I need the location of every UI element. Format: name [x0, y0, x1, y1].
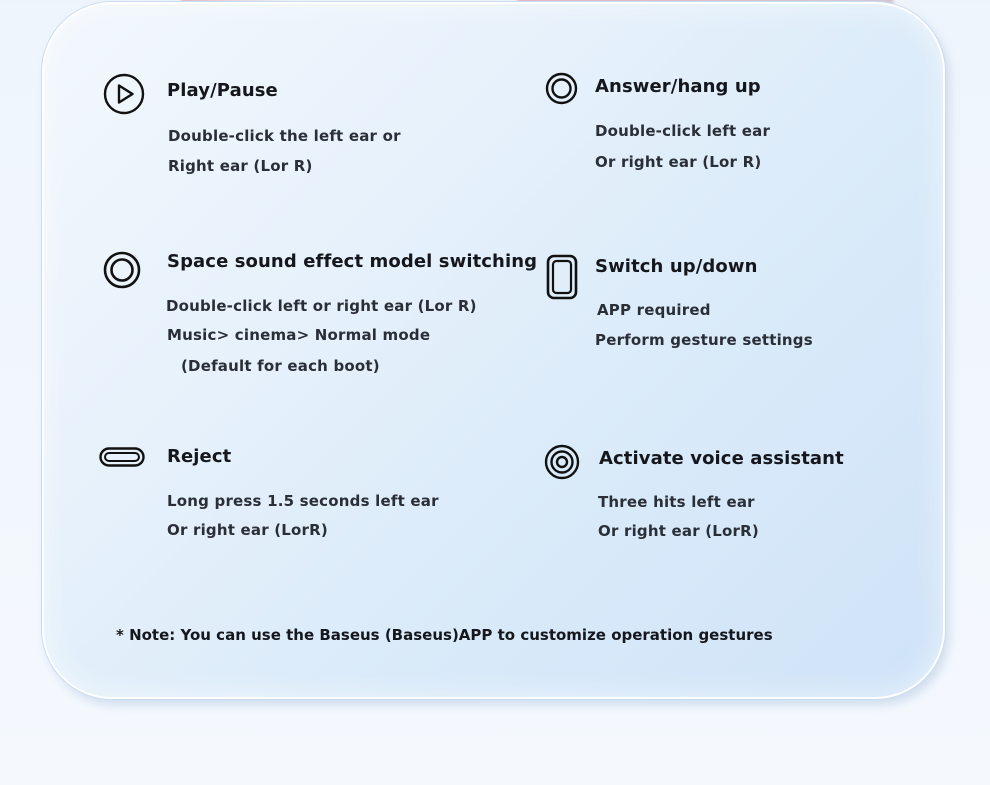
- gesture-guide-panel: [42, 2, 945, 699]
- feature-description-line: Double-click left or right ear (Lor R): [166, 297, 477, 315]
- double-ring-icon: [103, 251, 141, 289]
- feature-title: Activate voice assistant: [599, 448, 844, 469]
- feature-description-line: Perform gesture settings: [595, 331, 813, 349]
- feature-description-line: Double-click the left ear or: [168, 127, 401, 145]
- feature-description-line: Music> cinema> Normal mode: [167, 326, 431, 344]
- ring-button-icon: [545, 72, 578, 105]
- feature-description-line: (Default for each boot): [181, 357, 380, 375]
- phone-outline-icon: [546, 254, 578, 300]
- feature-description-line: Or right ear (LorR): [598, 522, 759, 540]
- feature-title: Space sound effect model switching: [167, 251, 538, 272]
- feature-description-line: Double-click left ear: [595, 122, 771, 140]
- play-circle-icon: [103, 73, 145, 115]
- pill-slot-icon: [99, 447, 145, 467]
- feature-description-line: Three hits left ear: [598, 493, 755, 511]
- feature-title: Reject: [167, 446, 232, 467]
- feature-title: Answer/hang up: [595, 76, 761, 97]
- concentric-circles-icon: [544, 444, 580, 480]
- feature-title: Play/Pause: [167, 80, 278, 101]
- feature-title: Switch up/down: [595, 256, 758, 277]
- feature-description-line: Long press 1.5 seconds left ear: [167, 492, 439, 510]
- feature-description-line: Right ear (Lor R): [168, 157, 313, 175]
- feature-description-line: Or right ear (Lor R): [595, 153, 762, 171]
- feature-description-line: Or right ear (LorR): [167, 521, 328, 539]
- footnote: * Note: You can use the Baseus (Baseus)APP to customize operation gestures: [116, 626, 773, 644]
- feature-description-line: APP required: [597, 301, 711, 319]
